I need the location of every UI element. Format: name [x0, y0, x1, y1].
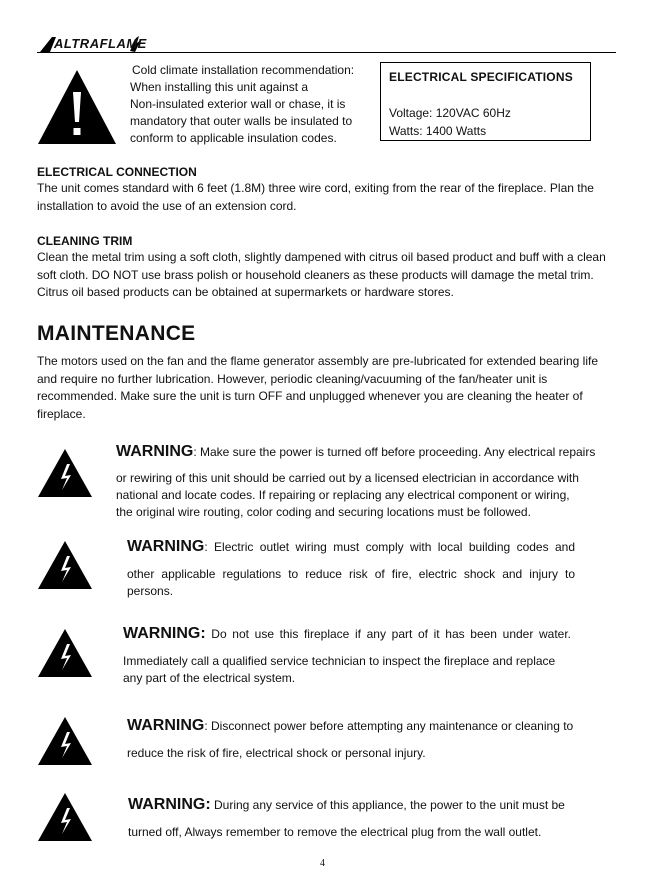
cold-line: conform to applicable insulation codes.: [130, 131, 337, 145]
para-line: recommended. Make sure the unit is turn OFF and unplugged whenever you are cleaning the heater of: [37, 389, 583, 403]
warning-block: [128, 796, 588, 841]
logo-text: ALTRAFLAME: [54, 36, 147, 51]
electrical-connection-heading: ELECTRICAL CONNECTION: [37, 165, 197, 179]
caution-icon: [36, 68, 118, 146]
electric-shock-icon: [37, 792, 93, 842]
warning-label: WARNING:: [123, 625, 206, 642]
electric-shock-icon: [37, 448, 93, 498]
para-line: Citrus oil based products can be obtained at supermarkets or hardware stores.: [37, 285, 454, 299]
specs-watts: Watts: 1400 Watts: [389, 124, 487, 138]
warning-first-line: : Disconnect power before attempting any maintenance or cleaning to: [204, 719, 574, 733]
warning-first-line: : Electric outlet wiring must comply with local building codes and: [204, 540, 575, 554]
warning-block: [127, 717, 587, 762]
para-line: The motors used on the fan and the flame generator assembly are pre-lubricated for extended bearing life: [37, 354, 598, 368]
warning-label: WARNING:: [128, 796, 211, 813]
cleaning-trim-heading: CLEANING TRIM: [37, 234, 133, 248]
page-number: 4: [320, 858, 325, 869]
maintenance-text: [37, 353, 598, 423]
warning-line: any part of the electrical system.: [123, 671, 296, 685]
warning-line: the original wire routing, color coding and securing locations must be followed.: [116, 505, 531, 519]
para-line: soft cloth. DO NOT use brass polish or household cleaners as these products will damage the metal trim.: [37, 267, 594, 282]
warning-label: WARNING: [127, 717, 205, 734]
warning-line: Immediately call a qualified service technician to inspect the fireplace and replace: [123, 654, 556, 668]
warning-line: other applicable regulations to reduce risk of fire, electric shock and injury to: [127, 567, 575, 581]
para-line: The unit comes standard with 6 feet (1.8M) three wire cord, exiting from the rear of the fireplace. Plan the: [37, 181, 594, 195]
warning-block: [127, 538, 575, 600]
electric-shock-icon: [37, 628, 93, 678]
electrical-specs-box: [380, 62, 591, 141]
electric-shock-icon: [37, 716, 93, 766]
cold-line: mandatory that outer walls be insulated to: [130, 114, 353, 128]
para-line: and require no further lubrication. However, periodic cleaning/vacuuming of the fan/heater unit is: [37, 371, 548, 386]
brand-logo: [38, 34, 147, 54]
warning-block: [123, 625, 571, 687]
warning-first-line: : Make sure the power is turned off before proceeding. Any electrical repairs: [193, 445, 596, 459]
warning-first-line: During any service of this appliance, the power to the unit must be: [210, 798, 565, 812]
cleaning-trim-text: [37, 249, 606, 302]
para-line: installation to avoid the use of an extension cord.: [37, 198, 297, 213]
para-line: Clean the metal trim using a soft cloth, slightly dampened with citrus oil based product and buff with a clean: [37, 250, 606, 264]
warning-line: or rewiring of this unit should be carried out by a licensed electrician in accordance with: [116, 471, 579, 485]
cold-climate-text: [130, 62, 362, 147]
maintenance-title: MAINTENANCE: [37, 322, 196, 345]
cold-line: Cold climate installation recommendation:: [132, 63, 355, 77]
warning-label: WARNING: [127, 538, 205, 555]
specs-title: ELECTRICAL SPECIFICATIONS: [389, 70, 573, 84]
warning-block: [116, 443, 616, 521]
cold-line: When installing this unit against a: [130, 80, 309, 94]
specs-voltage: Voltage: 120VAC 60Hz: [389, 106, 511, 120]
warning-line: reduce the risk of fire, electrical shock or personal injury.: [127, 746, 426, 760]
warning-label: WARNING: [116, 443, 194, 460]
warning-line: turned off, Always remember to remove the electrical plug from the wall outlet.: [128, 825, 542, 839]
electric-shock-icon: [37, 540, 93, 590]
para-line: fireplace.: [37, 406, 86, 421]
warning-line: persons.: [127, 584, 174, 598]
warning-first-line: Do not use this fireplace if any part of it has been under water.: [205, 627, 571, 641]
header-rule: [37, 52, 616, 53]
warning-line: national and locate codes. If repairing or replacing any electrical component or wiring,: [116, 488, 570, 502]
electrical-connection-text: [37, 180, 594, 215]
cold-line: Non-insulated exterior wall or chase, it is: [130, 97, 346, 111]
